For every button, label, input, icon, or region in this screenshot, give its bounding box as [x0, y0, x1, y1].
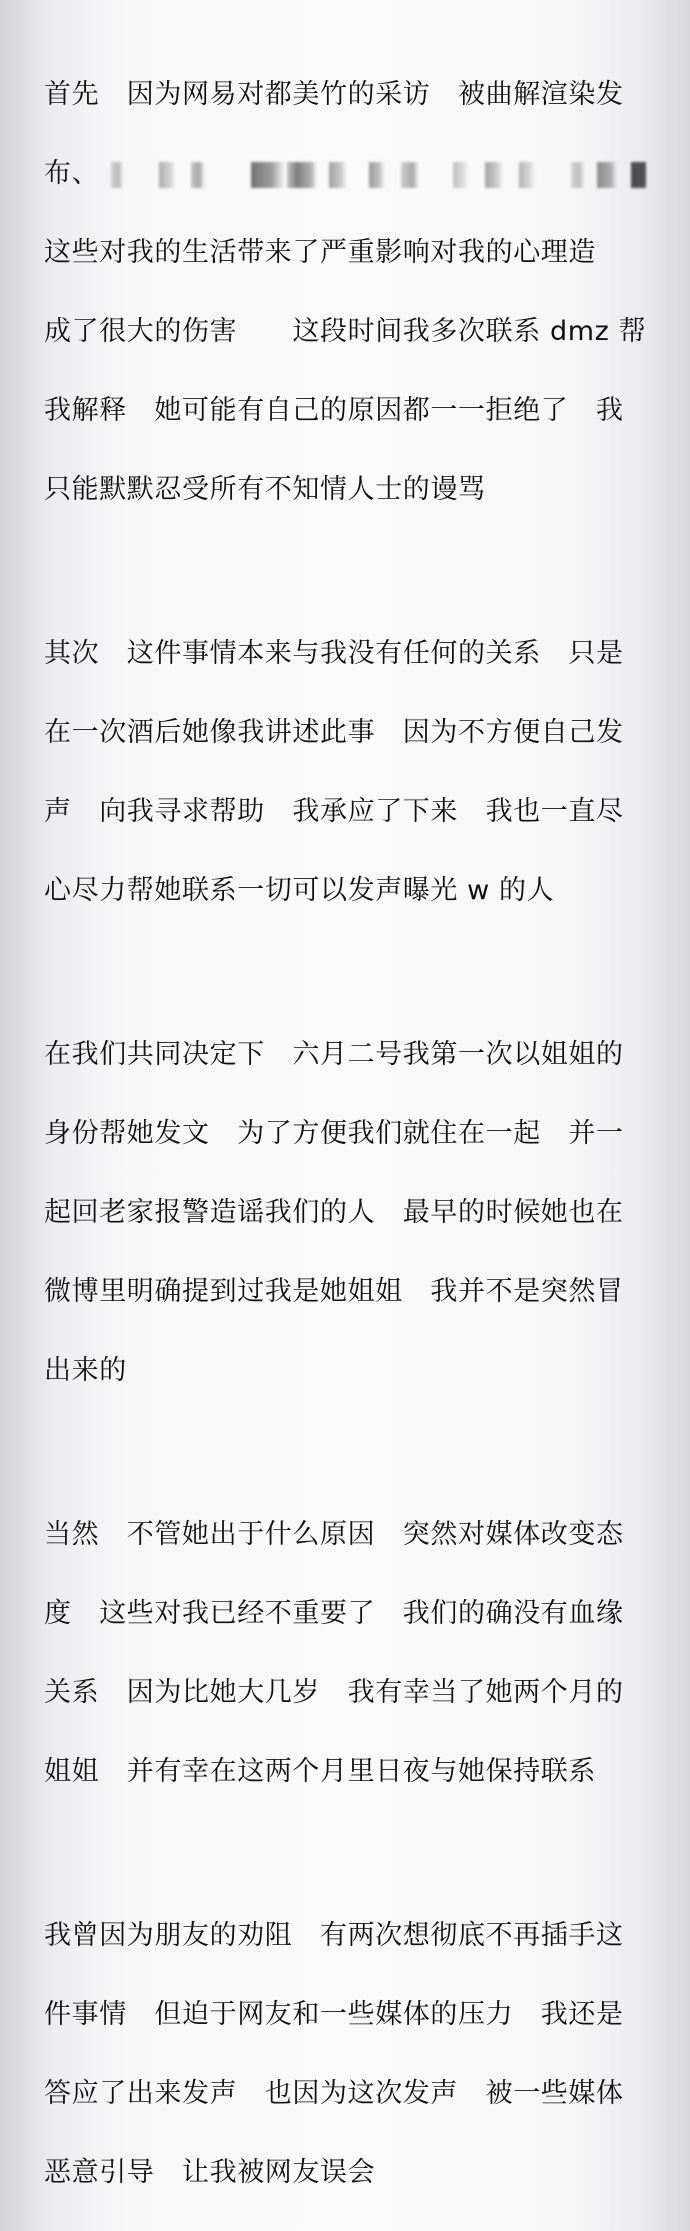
text-line: 这些对我的生活带来了严重影响对我的心理造 — [44, 237, 596, 268]
text-line: 布、 — [44, 158, 100, 189]
text-line: 在我们共同决定下 六月二号我第一次以姐姐的 — [44, 1039, 624, 1070]
blurred-redaction — [101, 162, 646, 188]
text-line: 当然 不管她出于什么原因 突然对媒体改变态 — [44, 1519, 624, 1550]
text-line: 出来的 — [44, 1355, 127, 1386]
paragraph-2 — [44, 595, 660, 949]
text-line: 我解释 她可能有自己的原因都一一拒绝了 我 — [44, 395, 624, 426]
text-line: 答应了出来发声 也因为这次发声 被一些媒体 — [44, 2078, 624, 2109]
paragraph-1 — [44, 36, 660, 548]
text-line: 首先 因为网易对都美竹的采访 被曲解渲染发 — [44, 79, 624, 110]
text-line: 姐姐 并有幸在这两个月里日夜与她保持联系 — [44, 1756, 596, 1787]
text-line: 起回老家报警造谣我们的人 最早的时候她也在 — [44, 1197, 624, 1228]
text-line: 恶意引导 让我被网友误会 — [44, 2157, 376, 2188]
text-line: 声 向我寻求帮助 我承应了下来 我也一直尽 — [44, 796, 624, 827]
text-line: 件事情 但迫于网友和一些媒体的压力 我还是 — [44, 1999, 624, 2030]
text-line: 成了很大的伤害 这段时间我多次联系 dmz 帮 — [44, 316, 647, 347]
text-line: 身份帮她发文 为了方便我们就住在一起 并一 — [44, 1118, 624, 1149]
text-line-with-redaction — [44, 153, 660, 194]
text-line: 在一次酒后她像我讲述此事 因为不方便自己发 — [44, 717, 624, 748]
text-line: 度 这些对我已经不重要了 我们的确没有血缘 — [44, 1598, 624, 1629]
text-line: 关系 因为比她大几岁 我有幸当了她两个月的 — [44, 1677, 624, 1708]
paragraph-4 — [44, 1476, 660, 1830]
text-line: 心尽力帮她联系一切可以发声曝光 w 的人 — [44, 875, 555, 906]
paragraph-5 — [44, 1877, 660, 2231]
text-line: 我曾因为朋友的劝阻 有两次想彻底不再插手这 — [44, 1920, 624, 1951]
text-line: 其次 这件事情本来与我没有任何的关系 只是 — [44, 638, 624, 669]
text-line: 微博里明确提到过我是她姐姐 我并不是突然冒 — [44, 1276, 624, 1307]
paragraph-3 — [44, 996, 660, 1429]
text-line: 只能默默忍受所有不知情人士的谩骂 — [44, 474, 486, 505]
